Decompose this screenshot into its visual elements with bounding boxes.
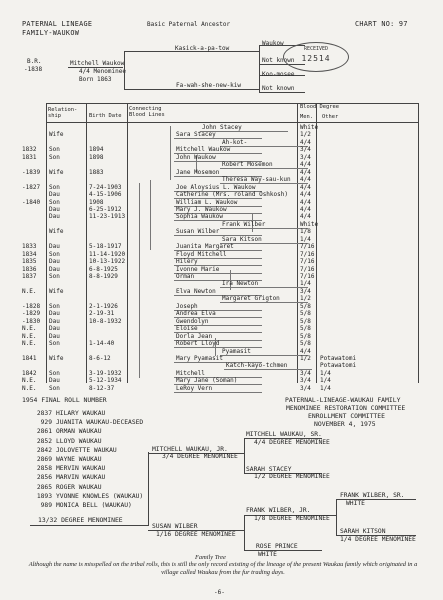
row-name: Robert Lloyd [176, 340, 220, 348]
row-name: Margaret Grigton [222, 295, 280, 303]
row-name-underline [220, 355, 308, 356]
row-name: Ah-kot- [222, 138, 248, 146]
row-name-underline [224, 369, 312, 370]
row-relationship: Son [49, 384, 60, 392]
roll-number: 2842 [36, 446, 52, 454]
tree-caption-title: Family Tree [195, 554, 226, 561]
row-degree-men: 7/16 [300, 250, 315, 258]
row-relationship: Wife [49, 287, 64, 295]
row-relationship: Wife [49, 168, 64, 176]
col-other: Other [322, 114, 339, 120]
row-name: Ivonne Marie [176, 265, 220, 273]
row-relationship: Son [49, 183, 60, 191]
row-name: Robert Mosemon [222, 161, 273, 169]
received-stamp [283, 42, 349, 72]
row-degree-men: 1/4 [300, 280, 311, 288]
row-name: Sara Stacey [176, 131, 216, 139]
family-line3: ENROLLMENT COMMITTEE [308, 412, 385, 420]
row-name: Mitchell Waukow [176, 146, 231, 154]
roll-name: MONICA BELL (WAUKAU) [56, 502, 132, 509]
row-code: 1841 [22, 354, 37, 362]
row-birth-date: 11-14-1920 [89, 250, 126, 258]
roll-item [30, 419, 143, 426]
row-code: 1834 [22, 250, 37, 258]
br-year: -1838 [24, 66, 43, 73]
col-men: Men. [300, 114, 313, 120]
roll-item [30, 438, 102, 445]
row-name-underline [220, 287, 308, 288]
row-degree-men: White [300, 124, 319, 131]
col-blood-degree: Blood Degree [300, 104, 339, 110]
row-relationship: Dau [49, 377, 60, 385]
row-relationship: Dau [49, 213, 60, 221]
tree-susan-wilber-degree: 1/16 DEGREE MENOMINEE [156, 531, 236, 538]
header-title: PATERNAL LINEAGE [22, 20, 93, 28]
row-code: 1836 [22, 265, 37, 273]
row-code: -1828 [22, 302, 41, 310]
row-name: Eloise [176, 325, 198, 333]
row-name: Joseph [176, 302, 198, 310]
row-relationship: Son [49, 340, 60, 348]
row-relationship: Son [49, 146, 60, 154]
row-code: -1839 [22, 168, 41, 176]
row-code: N.E. [22, 325, 37, 333]
row-relationship: Son [49, 198, 60, 206]
row-name: Mitchell [176, 369, 205, 377]
row-code: N.E. [22, 340, 37, 348]
row-degree-men: 5/8 [300, 332, 311, 340]
row-code: N.E. [22, 287, 37, 295]
row-name: Orman [176, 273, 195, 280]
tree-frank-sr-degree: WHITE [346, 500, 365, 507]
row-birth-date: 6-8-1925 [89, 265, 118, 273]
tree-frank-jr: FRANK WILBER, JR. [246, 507, 311, 514]
roll-item [30, 474, 105, 481]
roll-name: ORMAN WAUKAU [56, 428, 102, 436]
row-degree-other: 1/4 [320, 377, 331, 385]
row-degree-men: 5/8 [300, 340, 311, 348]
row-birth-date: 11-23-1913 [89, 213, 126, 221]
roll-number: 2837 [36, 410, 52, 417]
row-relationship: Son [49, 369, 60, 377]
tree-mitchell-sr: MITCHELL WAUKAU, SR. [246, 431, 322, 438]
row-name-underline [174, 138, 262, 139]
row-degree-men: 4/4 [300, 213, 311, 221]
tree-frank-sr: FRANK WILBER, SR. [340, 492, 405, 499]
row-birth-date: 3-19-1932 [89, 369, 122, 377]
row-birth-date: 8-12-37 [89, 384, 115, 392]
roll-number: 989 [40, 502, 52, 509]
row-name: Catherine (Mrs. roland Oshkosh) [176, 191, 288, 199]
row-degree-men: 4/4 [300, 347, 311, 355]
row-relationship: Dau [49, 325, 60, 333]
stamp-label: RECEIVED [303, 46, 329, 52]
row-name-underline [220, 168, 308, 169]
roll-name: ROGER WAUKAU [56, 483, 102, 491]
row-name: Sara Kitson [222, 235, 262, 243]
row-degree-men: White [300, 220, 319, 228]
row-birth-date: 1894 [89, 146, 104, 154]
root-person-born: Born 1863 [79, 76, 112, 83]
row-birth-date: 1898 [89, 153, 104, 161]
row-code: -1829 [22, 310, 41, 318]
row-relationship: Dau [49, 310, 60, 318]
page-number: -6- [214, 589, 225, 596]
roll-degree: 13/32 DEGREE MENOMINEE [38, 516, 123, 524]
row-name: Dorla Jean [176, 332, 213, 340]
root-person-blood: 4/4 Menominee [79, 68, 126, 75]
row-code: 1837 [22, 273, 37, 280]
tree-sarah-stacey-degree: 1/2 DEGREE MENOMINEE [254, 473, 330, 480]
roll-number: 2856 [36, 474, 52, 482]
roll-name: JOLOVETTE WAUKAU [56, 446, 117, 454]
roll-heading: 1954 FINAL ROLL NUMBER [22, 396, 107, 404]
caption-text: Although the name is misspelled on the tribal rolls, this is still the only record existing of the lineage of the present Waukau family which originated in a village called Waukau from the fur trading days. [28, 561, 418, 576]
row-name: Susan Wilber [176, 228, 220, 236]
row-degree-men: 3/4 [300, 384, 311, 392]
roll-number: 2858 [36, 465, 52, 473]
tree-sarah-kitson: SARAH KITSON [340, 528, 386, 535]
row-degree-men: 7/16 [300, 265, 315, 273]
row-name: Juanita Margaret [176, 243, 234, 251]
row-name: John Waukow [176, 153, 216, 161]
row-relationship: Son [49, 273, 60, 280]
row-degree-men: 4/4 [300, 198, 311, 206]
row-degree-men: 3/4 [300, 369, 311, 377]
row-degree-other: 1/4 [320, 384, 331, 392]
row-degree-men: 5/8 [300, 317, 311, 325]
row-name: Mary Pyamasit [176, 354, 223, 362]
row-code: N.E. [22, 377, 37, 385]
row-degree-men: 4/4 [300, 161, 311, 169]
row-name: LeRoy Vern [176, 384, 213, 392]
row-name: Pyamasit [222, 347, 251, 355]
row-degree-men: 7/16 [300, 258, 315, 266]
row-birth-date: 4-15-1906 [89, 191, 122, 199]
roll-name: YVONNE KNOWLES (WAUKAU) [56, 492, 144, 500]
row-degree-men: 4/4 [300, 168, 311, 176]
tree-mitchell-jr-degree: 3/4 DEGREE MENOMINEE [162, 453, 238, 460]
col-birth-date: Birth Date [89, 113, 122, 119]
row-birth-date: 2-1-1926 [89, 302, 118, 310]
row-degree-men: 4/4 [300, 176, 311, 184]
ancestor-fawahshe: Fa-wah-she-new-kiw [176, 82, 242, 89]
row-birth-date: 5-12-1934 [89, 377, 122, 385]
stamp-number: 12514 [301, 54, 331, 63]
row-degree-men: 5/8 [300, 310, 311, 318]
row-code: 1842 [22, 369, 37, 377]
col-relationship: Relation-ship [48, 107, 78, 119]
row-degree-men: 1/2 [300, 131, 311, 139]
row-name: Sophia Waukow [176, 213, 223, 221]
row-name: Hilery [176, 258, 198, 266]
row-birth-date: 1883 [89, 168, 104, 176]
family-line4: NOVEMBER 4, 1975 [314, 420, 376, 428]
row-degree-men: 4/4 [300, 183, 311, 191]
row-degree-other: Potawatomi [320, 362, 357, 370]
row-name: Gwendolyn [176, 317, 209, 325]
ancestor-koomosee-status: Not known [262, 85, 295, 92]
row-relationship: Son [49, 250, 60, 258]
ancestor-waukow: Waukow [262, 40, 284, 47]
row-relationship: Wife [49, 228, 64, 236]
row-relationship: Dau [49, 258, 60, 266]
tree-mitchell-sr-degree: 4/4 DEGREE MENOMINEE [254, 439, 330, 446]
row-code: N.E. [22, 384, 37, 392]
row-degree-men: 4/4 [300, 138, 311, 146]
row-code: 1832 [22, 146, 37, 154]
family-line1: PATERNAL-LINEAGE-WAUKAU FAMILY [285, 396, 401, 404]
row-degree-men: 5/8 [300, 302, 311, 310]
tree-susan-wilber: SUSAN WILBER [152, 523, 198, 530]
row-name: Ira Newton [222, 280, 259, 288]
row-degree-men: 1/2 [300, 295, 311, 303]
ancestor-kasick: Kasick-a-pa-tow [175, 45, 230, 52]
row-code: 1835 [22, 258, 37, 266]
row-degree-other: Potawatomi [320, 354, 357, 362]
row-birth-date: 10-13-1922 [89, 258, 126, 266]
row-degree-men: 5/8 [300, 325, 311, 333]
roll-name: MARVIN WAUKAU [56, 474, 106, 482]
row-degree-men: 1/2 [300, 354, 311, 362]
row-degree-men: 4/4 [300, 205, 311, 213]
tree-sarah-kitson-degree: 1/4 DEGREE MENOMINEE [340, 536, 416, 543]
roll-name: JUANITA WAUKAU-DECEASED [56, 419, 144, 427]
row-code: 1831 [22, 153, 37, 161]
row-degree-men: 3/4 [300, 287, 311, 295]
row-relationship: Dau [49, 243, 60, 251]
row-name: Jane Mosemon [176, 168, 220, 176]
tree-rose-prince: ROSE PRINCE [256, 543, 298, 550]
ancestor-waukow-status: Not known [262, 57, 295, 64]
roll-item [30, 456, 102, 463]
row-name-underline [174, 392, 262, 393]
roll-item [30, 502, 132, 509]
row-name: Joe Aloysius L. Waukow [176, 183, 256, 191]
roll-name: HILARY WAUKAU [56, 410, 106, 417]
row-name: Theresa Way-sau-kun [222, 176, 291, 184]
row-name: Mary Jane (Soman) [176, 377, 238, 385]
ancestor-koomosee: Koo-mosee [262, 71, 295, 78]
tree-frank-jr-degree: 1/8 DEGREE MENOMINEE [254, 515, 330, 522]
row-name: Katch-kayo-tchmen [226, 362, 288, 370]
row-birth-date: 7-24-1903 [89, 183, 122, 191]
row-birth-date: 1-14-40 [89, 340, 115, 348]
col-connecting: Connecting Blood Lines [129, 106, 165, 118]
chart-number: CHART NO: 97 [355, 20, 408, 28]
row-name: William L. Waukow [176, 198, 238, 206]
tree-mitchell-jr: MITCHELL WAUKAU, JR. [152, 446, 228, 453]
roll-name: LLOYD WAUKAU [56, 437, 102, 445]
row-degree-men: 3/4 [300, 146, 311, 154]
row-relationship: Son [49, 302, 60, 310]
row-name-underline [220, 302, 308, 303]
row-relationship: Dau [49, 332, 60, 340]
row-name: Elva Newton [176, 287, 216, 295]
row-degree-men: 3/4 [300, 153, 311, 161]
roll-number: 2861 [36, 428, 52, 436]
row-relationship: Dau [49, 317, 60, 325]
row-name: Frank Wilber [222, 220, 266, 228]
roll-name: MERVIN WAUKAU [56, 465, 106, 473]
row-relationship: Dau [49, 265, 60, 273]
row-birth-date: 8-8-1929 [89, 273, 118, 280]
row-code: -1840 [22, 198, 41, 206]
row-birth-date: 1908 [89, 198, 104, 206]
row-birth-date: 8-6-12 [89, 354, 111, 362]
row-relationship: Dau [49, 205, 60, 213]
roll-number: 2852 [36, 437, 52, 445]
roll-name: WAYNE WAUKAU [56, 456, 102, 463]
root-person-name: Mitchell Waukow [70, 60, 125, 67]
header-center: Basic Paternal Ancestor [147, 21, 231, 28]
row-code: N.E. [22, 332, 37, 340]
row-degree-other: 1/4 [320, 369, 331, 377]
roll-number: 2869 [36, 456, 52, 463]
tree-rose-prince-degree: WHITE [258, 551, 277, 558]
row-degree-men: 1/8 [300, 228, 311, 236]
row-code: 1833 [22, 243, 37, 251]
row-birth-date: 5-18-1917 [89, 243, 122, 251]
row-relationship: Wife [49, 131, 64, 139]
tree-sarah-stacey: SARAH STACEY [246, 466, 292, 473]
row-name: Floyd Mitchell [176, 250, 227, 258]
row-relationship: Wife [49, 354, 64, 362]
roll-number: 1893 [36, 492, 52, 500]
roll-number: 2865 [36, 483, 52, 491]
row-birth-date: 2-19-31 [89, 310, 115, 318]
roll-item [30, 410, 105, 417]
row-name-underline [220, 228, 308, 229]
row-birth-date: 10-8-1932 [89, 317, 122, 325]
row-name: Mary J. Waukow [176, 205, 227, 213]
row-degree-men: 7/16 [300, 243, 315, 251]
roll-item [30, 484, 102, 491]
roll-number: 929 [40, 419, 52, 427]
roll-item [30, 465, 105, 472]
row-relationship: Dau [49, 191, 60, 199]
br-code: B.R. [27, 58, 42, 65]
row-degree-men: 4/4 [300, 191, 311, 199]
row-relationship: Son [49, 153, 60, 161]
row-degree-men: 1/4 [300, 235, 311, 243]
row-birth-date: 6-25-1912 [89, 205, 122, 213]
header-family: FAMILY-WAUKOW [22, 29, 80, 37]
family-line2: MENOMINEE RESTORATION COMMITTEE [286, 404, 406, 412]
row-name: Andrea Elva [176, 310, 216, 318]
roll-item [30, 428, 102, 435]
row-degree-men: 3/4 [300, 377, 311, 385]
row-code: -1827 [22, 183, 41, 191]
row-name-underline [220, 146, 308, 147]
roll-item [30, 447, 117, 454]
row-name: John Stacey [202, 124, 242, 131]
row-code: -1830 [22, 317, 41, 325]
row-degree-men: 7/16 [300, 273, 315, 280]
roll-item [30, 493, 143, 500]
